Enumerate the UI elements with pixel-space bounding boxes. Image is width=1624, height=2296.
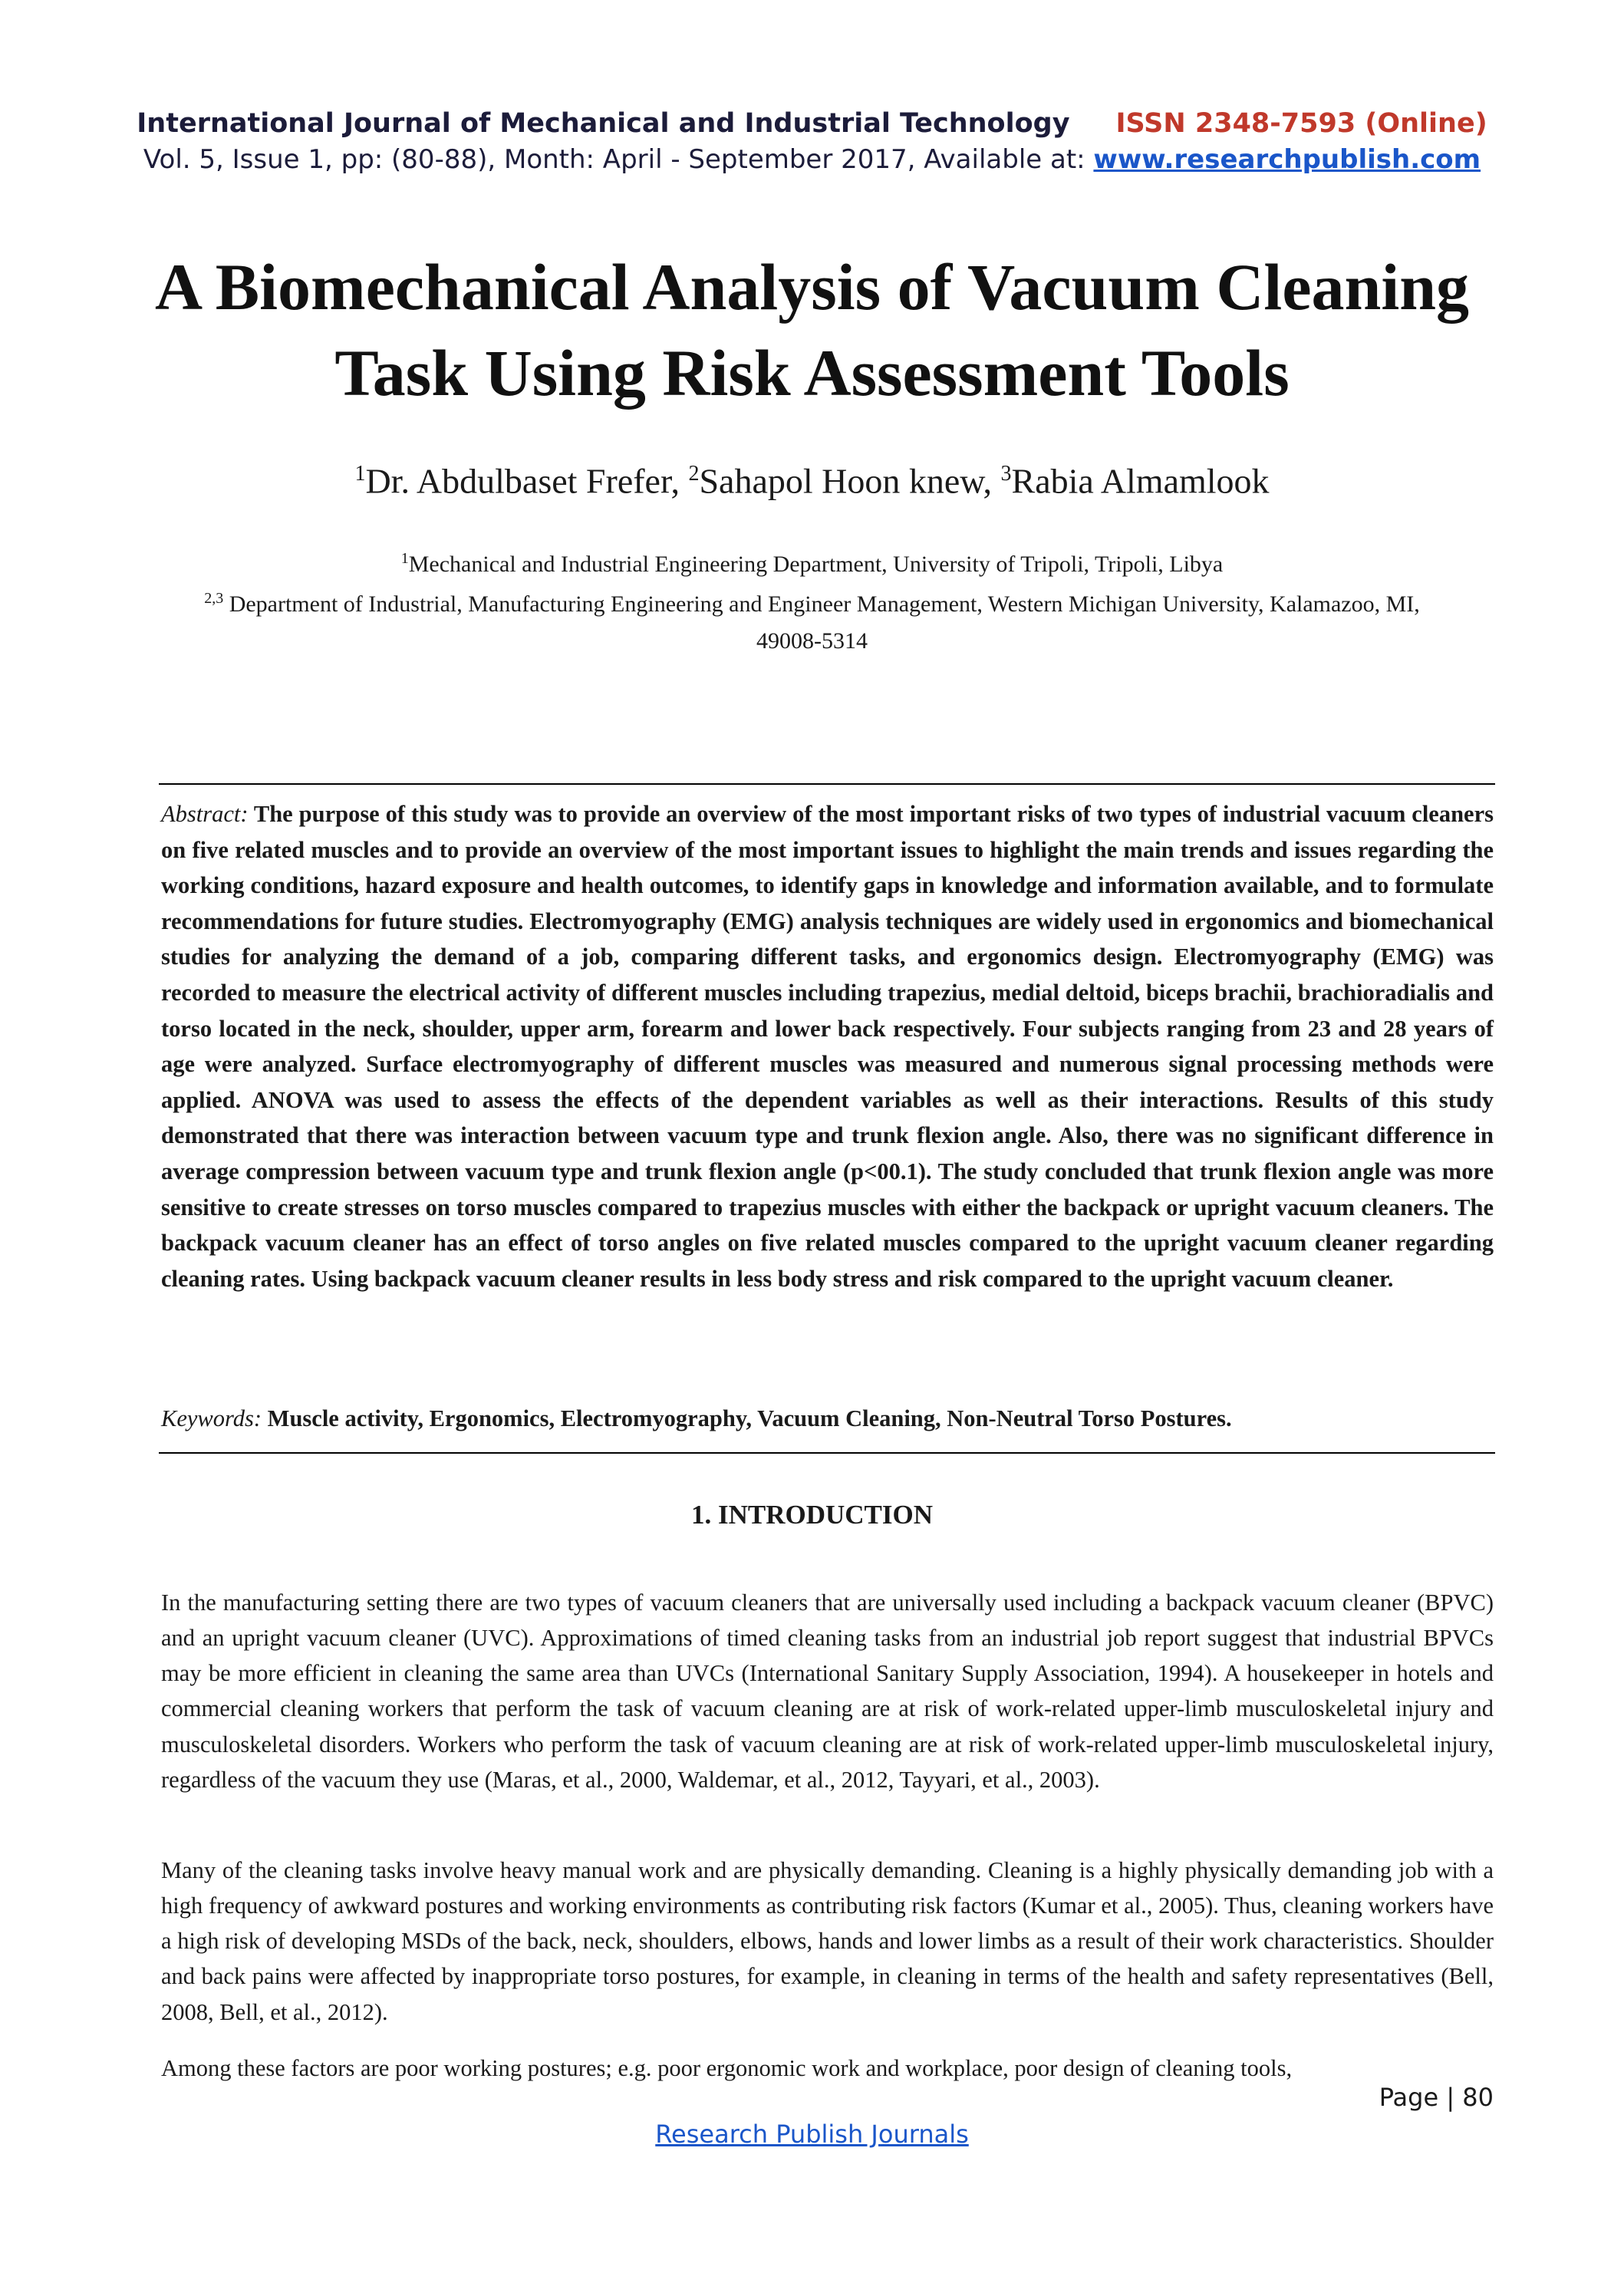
abstract-bottom-rule	[159, 1452, 1495, 1454]
keywords-label: Keywords:	[161, 1405, 262, 1431]
publisher-link[interactable]: Research Publish Journals	[655, 2120, 969, 2149]
author-3-sup: 3	[1000, 462, 1012, 486]
affiliation-1-text: Mechanical and Industrial Engineering Department, University of Tripoli, Tripoli, Libya	[408, 552, 1224, 577]
journal-name: International Journal of Mechanical and Industrial Technology	[137, 108, 1070, 139]
website-link[interactable]: www.researchpublish.com	[1093, 144, 1481, 175]
footer	[0, 2117, 1624, 2151]
affiliation-2-sup: 2,3	[204, 590, 224, 607]
affiliation-2	[192, 580, 1432, 660]
author-2-sup: 2	[688, 462, 700, 486]
author-1: Dr. Abdulbaset Frefer,	[365, 461, 689, 501]
affiliation-1	[192, 540, 1432, 583]
journal-header	[0, 106, 1624, 178]
abstract-text: The purpose of this study was to provide an overview of the most important risks of two types of industrial vacuum cleaners on five related muscles and to provide an overview of the most important issues to highlight the main trends and issues regarding the working conditions, hazard exposure and health outcomes, to identify gaps in knowledge and information available, and to formulate recommendations for future studies. Electromyography (EMG) analysis techniques are widely used in ergonomics and biomechanical studies for analyzing the demand of a job, comparing different tasks, and ergonomics design. Electromyography (EMG) was recorded to measure the electrical activity of different muscles including trapezius, medial deltoid, biceps brachii, brachioradialis and torso located in the neck, shoulder, upper arm, forearm and lower back respectively. Four subjects ranging from 23 and 28 years of age were analyzed. Surface electromyography of different muscles was measured and numerous signal processing methods were applied. ANOVA was used to assess the effects of the dependent variables as well as their interactions. Results of this study demonstrated that there was interaction between vacuum type and trunk flexion angle. Also, there was no significant difference in average compression between vacuum type and trunk flexion angle (p<00.1). The study concluded that trunk flexion angle was more sensitive to create stresses on torso muscles compared to trapezius muscles with either the backpack or upright vacuum cleaners. The backpack vacuum cleaner has an effect of torso angles on five related muscles compared to the upright vacuum cleaner regarding cleaning rates. Using backpack vacuum cleaner results in less body stress and risk compared to the upright vacuum cleaner.	[161, 801, 1494, 1292]
author-1-sup: 1	[354, 462, 366, 486]
page-number: Page | 80	[1379, 2083, 1494, 2112]
section-heading-introduction: 1. INTRODUCTION	[690, 1500, 934, 1530]
affiliation-1-sup: 1	[400, 550, 409, 567]
abstract	[161, 796, 1494, 1296]
issn: ISSN 2348-7593 (Online)	[1115, 108, 1487, 139]
keywords	[161, 1401, 1494, 1436]
author-2: Sahapol Hoon knew,	[699, 461, 1001, 501]
keywords-text: Muscle activity, Ergonomics, Electromyography, Vacuum Cleaning, Non-Neutral Torso Postures.	[262, 1405, 1232, 1431]
author-3: Rabia Almamlook	[1011, 461, 1270, 501]
abstract-label: Abstract:	[161, 801, 249, 827]
intro-paragraph-2: Many of the cleaning tasks involve heavy manual work and are physically demanding. Cleaning is a highly physically demanding job with a high frequency of awkward postures and working environments as contributing risk factors (Kumar et al., 2005). Thus, cleaning workers have a high risk of developing MSDs of the back, neck, shoulders, elbows, hands and lower limbs as a result of their work characteristics. Shoulder and back pains were affected by inappropriate torso postures, for example, in cleaning in terms of the health and safety representatives (Bell, 2008, Bell, et al., 2012).	[161, 1856, 1494, 2025]
volume-line	[0, 141, 1624, 178]
affiliation-2-text: Department of Industrial, Manufacturing Engineering and Engineer Management, Western Michigan University, Kalamazoo, MI, 49008-5314	[223, 591, 1420, 654]
volume-info: Vol. 5, Issue 1, pp: (80-88), Month: April - September 2017, Available at:	[143, 144, 1094, 175]
intro-paragraph-3: Among these factors are poor working postures; e.g. poor ergonomic work and workplace, poor design of cleaning tools,	[161, 2054, 1293, 2081]
author-list	[0, 451, 1624, 504]
journal-title-line	[0, 106, 1624, 141]
paper-title: A Biomechanical Analysis of Vacuum Cleaning Task Using Risk Assessment Tools	[154, 250, 1470, 410]
intro-paragraph-1: In the manufacturing setting there are two types of vacuum cleaners that are universally used including a backpack vacuum cleaner (BPVC) and an upright vacuum cleaner (UVC). Approximations of timed cleaning tasks from an industrial job report suggest that industrial BPVCs may be more efficient in cleaning the same area than UVCs (International Sanitary Supply Association, 1994). A housekeeper in hotels and commercial cleaning workers that perform the task of vacuum cleaning are at risk of work-related upper-limb musculoskeletal injury and musculoskeletal disorders. Workers who perform the task of vacuum cleaning are at risk of work-related upper-limb musculoskeletal injury, regardless of the vacuum they use (Maras, et al., 2000, Waldemar, et al., 2012, Tayyari, et al., 2003).	[161, 1589, 1494, 1793]
abstract-top-rule	[159, 783, 1495, 785]
